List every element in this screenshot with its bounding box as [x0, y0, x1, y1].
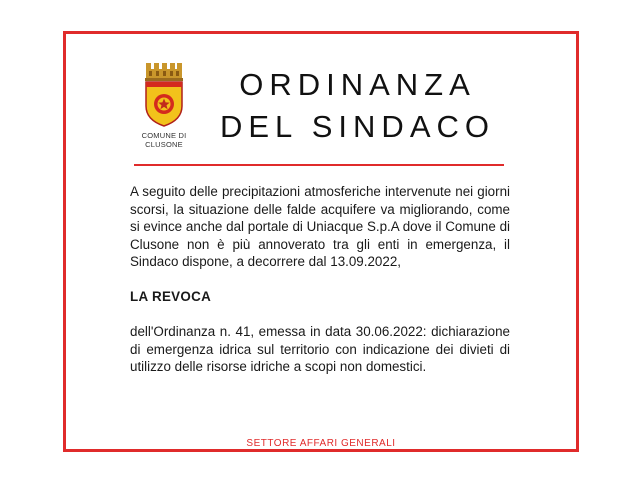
page-title — [205, 64, 510, 148]
title-line-1: ORDINANZA — [239, 67, 476, 102]
revoca-heading: LA REVOCA — [130, 289, 212, 304]
footer-department: SETTORE AFFARI GENERALI — [246, 438, 396, 449]
title-line-2: DEL SINDACO — [219, 109, 495, 144]
ordinance-body — [130, 183, 510, 376]
crest-caption-line-2: CLUSONE — [145, 140, 183, 149]
crown-icon — [145, 63, 183, 81]
title-divider — [134, 164, 504, 166]
crest-caption-line-1: COMUNE DI — [141, 131, 187, 140]
crest-caption — [126, 131, 202, 149]
body-paragraph-2: dell'Ordinanza n. 41, emessa in data 30.06.2022: dichiarazione di emergenza idrica sul territorio con indicazione dei divieti di utilizzo delle risorse idriche a scopi non domestici. — [130, 324, 510, 374]
coat-of-arms-icon — [141, 60, 187, 128]
body-paragraph-1: A seguito delle precipitazioni atmosferiche intervenute nei giorni scorsi, la situazione delle falde acquifere va migliorando, come si evince anche dal portale di Uniacque S.p.A dove il Comune di Clusone non è più annoverato tra gli enti in emergenza, il Sindaco dispone, a decorrere dal 13.09.2022, — [130, 184, 510, 269]
